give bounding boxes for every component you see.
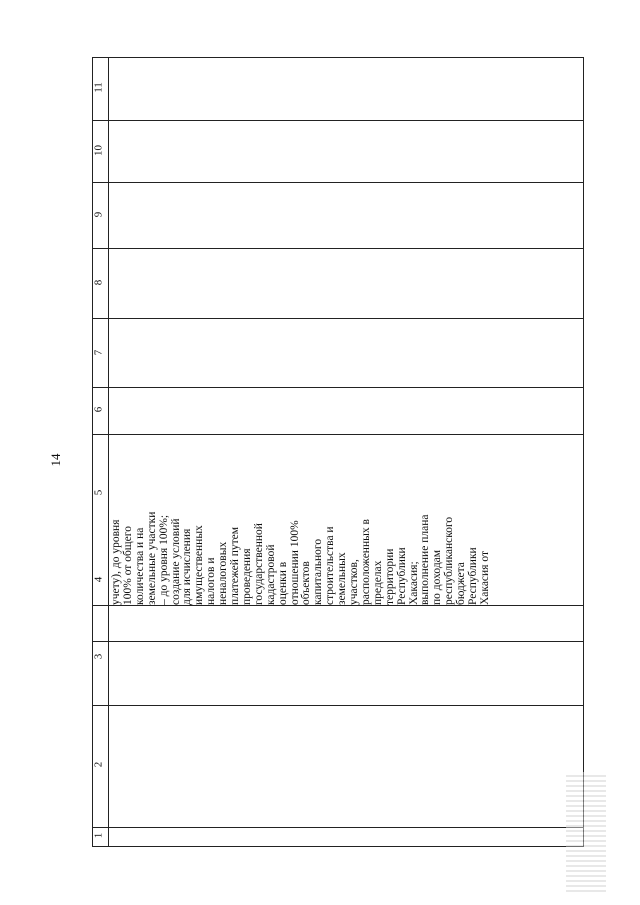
col-boundary [92, 120, 584, 121]
column-5-line: расположенных в [359, 519, 372, 605]
column-5-line: объектов [300, 561, 313, 605]
col-boundary [92, 705, 584, 706]
table-border-bottom [92, 846, 584, 847]
col-boundary [92, 182, 584, 183]
col-boundary [92, 605, 584, 606]
column-header-3: 3 [92, 653, 105, 660]
column-header-6: 6 [92, 406, 105, 413]
column-5-line: Хакасия; [407, 561, 420, 605]
column-5-line: – до уровня 100%; [157, 514, 170, 605]
page-number: 14 [48, 453, 63, 467]
column-5-line: платежей путем [229, 526, 241, 605]
col-boundary [92, 827, 584, 828]
column-header-5: 5 [92, 489, 105, 496]
column-5-line: бюджета [455, 562, 468, 605]
column-header-10: 10 [92, 145, 105, 156]
column-header-11: 11 [92, 82, 105, 93]
column-5-line: для исчисления [181, 528, 194, 605]
column-5-line: проведения [240, 548, 253, 605]
column-5-line: участков, [348, 559, 360, 605]
column-5-line: земельные участки [145, 511, 158, 605]
column-5-line: оценки в [276, 561, 289, 605]
column-5-line: пределах [371, 560, 384, 605]
column-5-line: налогов и [205, 557, 218, 605]
column-header-2: 2 [92, 761, 105, 768]
column-5-line: государственной [252, 523, 265, 605]
column-5-line: по доходам [431, 549, 444, 605]
column-5-line: капитального [312, 538, 325, 605]
column-header-4: 4 [92, 576, 105, 583]
column-5-line: отношении 100% [288, 520, 301, 605]
table-border-top [92, 57, 584, 58]
table-border-left [92, 57, 93, 847]
column-5-line: учету), до уровня [110, 519, 122, 605]
column-header-9: 9 [92, 211, 105, 218]
column-header-8: 8 [92, 279, 105, 286]
column-5-line: территории [383, 548, 396, 605]
column-5-line: количества и на [133, 527, 146, 605]
column-5-line: выполнение плана [419, 514, 432, 605]
column-5-line: 100% от общего [121, 526, 134, 605]
scan-noise [566, 772, 606, 892]
rotated-table [92, 57, 584, 847]
column-5-content [108, 434, 491, 605]
column-5-line: Хакасия от [478, 551, 491, 605]
column-5-line: кадастровой [264, 544, 277, 605]
column-5-line: республиканского [443, 516, 456, 605]
column-5-line: земельных [336, 552, 349, 605]
column-5-line: Республики [395, 547, 408, 605]
column-5-line: Республики [467, 547, 479, 605]
column-5-line: неналоговых [217, 541, 230, 605]
column-5-line: имущественных [193, 525, 206, 605]
col-boundary [92, 248, 584, 249]
column-header-1: 1 [92, 832, 105, 839]
column-5-line: строительства и [324, 526, 337, 605]
table-border-right [583, 57, 584, 847]
column-5-line: создание условий [169, 518, 182, 605]
column-header-7: 7 [92, 349, 105, 356]
col-boundary [92, 641, 584, 642]
